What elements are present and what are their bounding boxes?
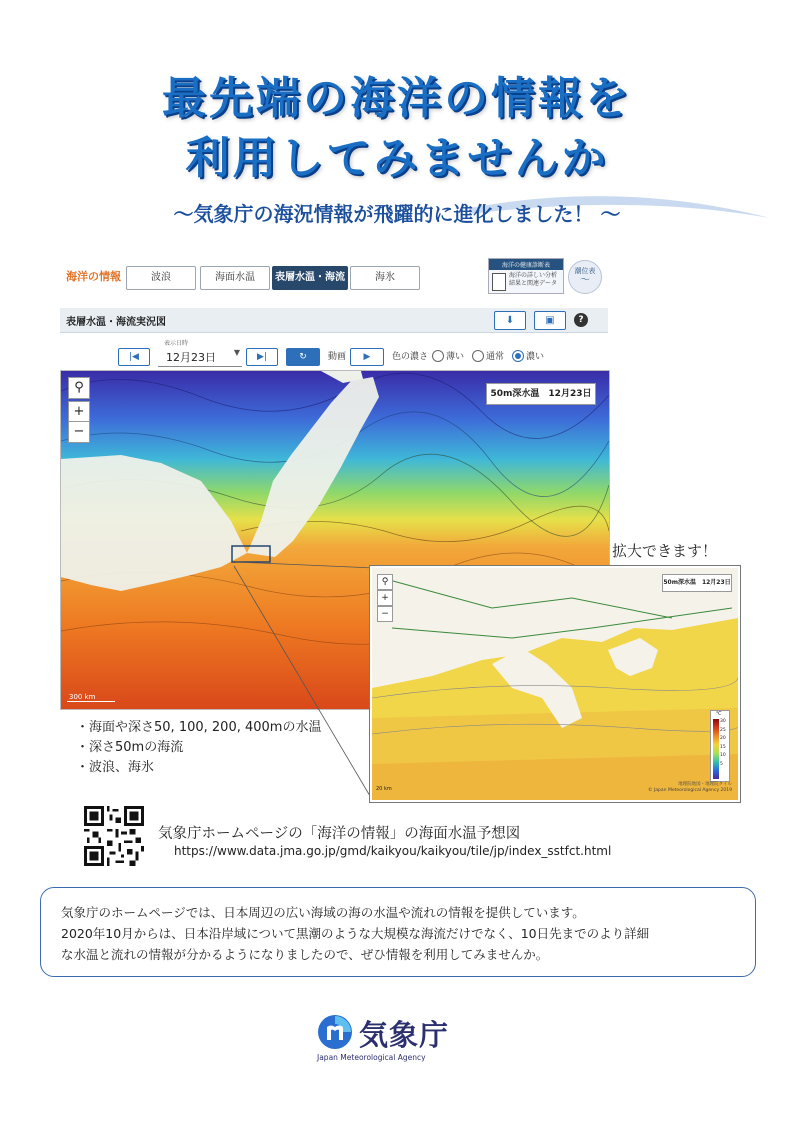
qr-code[interactable] <box>84 806 144 866</box>
option-dark: 濃い <box>526 352 545 362</box>
refresh-icon: ↻ <box>299 352 307 362</box>
link-title: 気象庁ホームページの「海洋の情報」の海面水温予想図 <box>158 826 521 842</box>
control-bar <box>60 336 608 368</box>
tab-subsurface-temp-current[interactable]: 表層水温・海流 <box>272 266 348 290</box>
download-icon: ⬇ <box>505 315 515 326</box>
map-pin-icon-small: ⚲ <box>381 577 389 587</box>
legend-color-bar <box>713 719 719 779</box>
list-item-text: 海面や深さ50, 100, 200, 400mの水温 <box>89 720 322 735</box>
radio-normal[interactable] <box>472 350 484 362</box>
tab-bar <box>60 258 608 298</box>
date-select[interactable] <box>158 338 242 367</box>
info-box <box>40 887 756 977</box>
info-line-3: な水温と流れの情報が分かるようになりましたので、ぜひ情報を利用してみませんか。 <box>61 947 549 962</box>
color-depth-label: 色の濃さ <box>392 352 429 362</box>
inset-pin-button[interactable] <box>377 574 393 590</box>
badge-header: 海洋の健康診断表 <box>489 259 563 270</box>
inset-zoom-out-button[interactable]: − <box>377 606 393 622</box>
jma-emblem-icon <box>317 1014 353 1050</box>
inset-zoom-in-button[interactable]: + <box>377 590 393 606</box>
link-url[interactable]: https://www.data.jma.go.jp/gmd/kaikyou/kaikyou/tile/jp/index_sstfct.html <box>174 844 612 858</box>
help-icon[interactable]: ? <box>574 313 588 327</box>
inset-scale: 20 km <box>376 786 392 792</box>
panel-title: 表層水温・海流実況図 <box>66 317 166 328</box>
play-icon: ▶ <box>363 352 371 362</box>
radio-light[interactable] <box>432 350 444 362</box>
legend-ticks <box>720 718 726 769</box>
legend-tick: 5 <box>720 761 723 767</box>
radio-dark[interactable] <box>512 350 524 362</box>
list-item: ・波浪、海氷 <box>76 760 155 775</box>
map-label: 50m深水温 12月23日 <box>486 383 596 405</box>
print-button[interactable] <box>534 311 566 330</box>
last-frame-button[interactable]: ▶| <box>246 348 278 366</box>
subtitle: ～気象庁の海況情報が飛躍的に進化しました！ ～ <box>173 202 621 226</box>
badge-text-2: 結果と関連データ <box>509 280 558 287</box>
clipboard-icon <box>492 273 506 291</box>
option-light: 薄い <box>446 352 465 362</box>
badge-text-1: 海洋の詳しい分析 <box>509 272 558 279</box>
temperature-legend <box>710 710 730 782</box>
list-item-text: 波浪、海氷 <box>89 760 155 775</box>
date-value: 12月23日 <box>166 351 216 364</box>
inset-attribution <box>634 782 732 794</box>
refresh-button[interactable] <box>286 348 320 366</box>
zoomed-map-graphic <box>372 568 738 800</box>
legend-unit: ℃ <box>716 711 722 717</box>
tide-label: 潮位表 <box>574 267 596 275</box>
play-button[interactable] <box>350 348 384 366</box>
zoom-out-button[interactable]: − <box>68 421 90 443</box>
tab-waves[interactable]: 波浪 <box>126 266 196 290</box>
inset-map-label: 50m深水温 12月23日 <box>662 574 732 592</box>
list-item-text: 深さ50mの海流 <box>89 740 184 755</box>
option-normal: 通常 <box>486 352 505 362</box>
jma-logo <box>303 1000 487 1072</box>
zoom-caption: 拡大できます！ <box>612 542 718 560</box>
info-line-1: 気象庁のホームページでは、日本周辺の広い海域の海の水温や流れの情報を提供しています。 <box>61 905 585 920</box>
tab-sea-surface-temp[interactable]: 海面水温 <box>200 266 270 290</box>
wave-icon: 〜 <box>580 275 590 286</box>
list-item: ・深さ50mの海流 <box>76 740 184 755</box>
jma-name: 気象庁 <box>359 1018 450 1052</box>
list-item: ・海面や深さ50, 100, 200, 400mの水温 <box>76 720 322 735</box>
legend-tick: 25 <box>720 727 726 733</box>
tab-sea-ice[interactable]: 海氷 <box>350 266 420 290</box>
info-line-2: 2020年10月からは、日本沿岸域について黒潮のような大規模な海流だけでなく、10日先までのより詳細 <box>61 926 650 941</box>
title-line-1: 最先端の海洋の情報を <box>162 73 632 124</box>
map-scale: 300 km <box>67 693 115 702</box>
print-icon: ▣ <box>545 315 555 326</box>
map-pin-icon: ⚲ <box>74 380 84 395</box>
feature-list <box>76 718 321 778</box>
attribution-text: 地理院地図・地理院タイル <box>678 782 732 787</box>
legend-tick: 15 <box>720 744 726 750</box>
location-pin-button[interactable] <box>68 377 90 399</box>
legend-tick: 20 <box>720 736 726 741</box>
zoom-in-button[interactable]: + <box>68 401 90 423</box>
chevron-down-icon: ▼ <box>233 348 240 357</box>
legend-tick: 10 <box>720 753 726 758</box>
date-caption: 表示日時 <box>164 340 189 347</box>
legend-tick: 30 <box>720 719 726 724</box>
animation-label: 動画 <box>328 352 347 362</box>
jma-english-name: Japan Meteorological Agency <box>317 1053 426 1062</box>
health-check-badge[interactable] <box>488 258 564 294</box>
download-button[interactable] <box>494 311 526 330</box>
tide-table-button[interactable] <box>568 260 602 294</box>
panel-header <box>60 308 608 333</box>
title-line-2: 利用してみませんか <box>185 133 609 184</box>
copyright-text: © Japan Meteorological Agency 2019 <box>648 788 732 793</box>
zoomed-map[interactable] <box>370 566 740 802</box>
brand-label: 海洋の情報 <box>66 270 121 283</box>
first-frame-button[interactable]: |◀ <box>118 348 150 366</box>
